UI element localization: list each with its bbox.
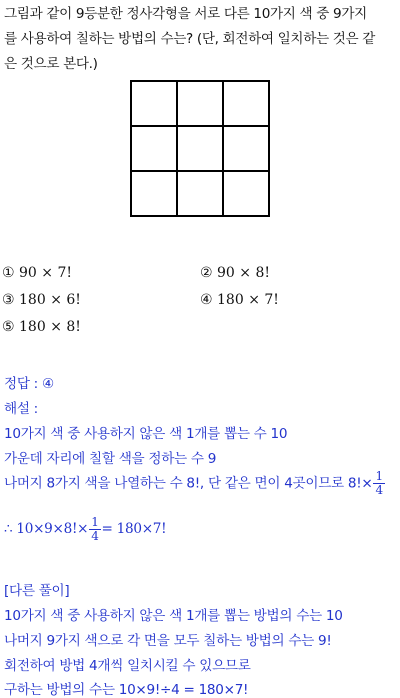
explanation-line-4: [4, 516, 166, 543]
option-5-expr: 180 × 8!: [19, 319, 81, 335]
option-3[interactable]: [2, 292, 81, 308]
grid-cell: [131, 81, 177, 126]
grid-cell: [177, 81, 223, 126]
explanation-label: 해설 :: [4, 401, 38, 417]
option-4-expr: 180 × 7!: [217, 292, 279, 308]
answer-label: 정답 : ④: [4, 376, 54, 392]
grid-cell: [131, 171, 177, 216]
grid-cell: [177, 126, 223, 171]
alt-solution-label: [다른 풀이]: [4, 583, 70, 599]
option-4-number: ④: [200, 292, 213, 308]
explanation-line-3-text: 나머지 8가지 색을 나열하는 수 8!, 단 같은 면이 4곳이므로 8!×: [4, 475, 373, 492]
option-2-number: ②: [200, 265, 213, 281]
grid-cell: [223, 171, 269, 216]
alt-solution-line-4: 구하는 방법의 수는 10×9!÷4 = 180×7!: [4, 682, 249, 698]
option-3-number: ③: [2, 292, 15, 308]
option-1-expr: 90 × 7!: [19, 265, 72, 281]
fraction-denominator: 4: [375, 483, 383, 497]
option-4[interactable]: [200, 292, 279, 308]
grid-cell: [223, 81, 269, 126]
option-2-expr: 90 × 8!: [217, 265, 270, 281]
explanation-line-4-right: = 180×7!: [101, 521, 167, 537]
option-1-number: ①: [2, 265, 15, 281]
alt-solution-line-2: 나머지 9가지 색으로 각 면을 모두 칠하는 방법의 수는 9!: [4, 633, 332, 649]
alt-solution-line-1: 10가지 색 중 사용하지 않은 색 1개를 뽑는 방법의 수는 10: [4, 608, 343, 624]
question-line-2: 를 사용하여 칠하는 방법의 수는? (단, 회전하여 일치하는 것은 같: [4, 31, 376, 47]
option-1[interactable]: [2, 265, 72, 281]
explanation-line-3: [4, 470, 386, 497]
explanation-line-2: 가운데 자리에 칠할 색을 정하는 수 9: [4, 451, 217, 467]
fraction-denominator: 4: [91, 529, 99, 543]
option-2[interactable]: [200, 265, 270, 281]
explanation-line-1: 10가지 색 중 사용하지 않은 색 1개를 뽑는 수 10: [4, 426, 288, 442]
explanation-line-4-left: ∴ 10×9×8!×: [4, 521, 89, 537]
question-line-1: 그림과 같이 9등분한 정사각형을 서로 다른 10가지 색 중 9가지: [4, 6, 367, 22]
fraction-one-quarter: [89, 516, 100, 543]
question-line-3: 은 것으로 본다.): [4, 56, 98, 72]
option-5-number: ⑤: [2, 319, 15, 335]
alt-solution-line-3: 회전하여 방법 4개씩 일치시킬 수 있으므로: [4, 658, 251, 674]
option-5[interactable]: [2, 319, 81, 335]
grid-cell: [131, 126, 177, 171]
nine-square-figure: [130, 80, 270, 217]
fraction-numerator: 1: [91, 515, 99, 529]
grid-cell: [177, 171, 223, 216]
fraction-numerator: 1: [375, 469, 383, 483]
option-3-expr: 180 × 6!: [19, 292, 81, 308]
fraction-one-quarter: [373, 470, 384, 497]
question-text: [4, 2, 396, 77]
grid-cell: [223, 126, 269, 171]
